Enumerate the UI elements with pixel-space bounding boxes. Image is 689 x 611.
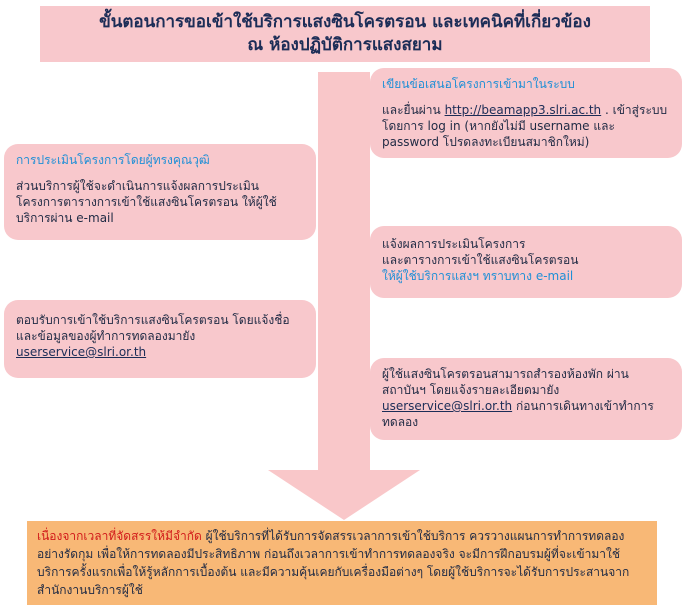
step-text: และยื่นผ่าน — [382, 103, 441, 117]
userservice-email-link[interactable]: userservice@slri.or.th — [382, 399, 513, 413]
step-notify-result — [370, 226, 682, 298]
step-expert-review — [4, 144, 316, 240]
beamapp-link[interactable]: http://beamapp3.slri.ac.th — [444, 103, 602, 117]
step-submit-proposal — [370, 68, 682, 158]
step-text: . เข้าสู่ระบบ โดยการ log in (หากยังไม่มี username และ password โปรดลงทะเบียนสมาชิกใหม่) — [382, 103, 668, 149]
title-line-2: ณ ห้องปฏิบัติการแสงสยาม — [247, 35, 443, 55]
step-heading: เขียนข้อเสนอโครงการเข้ามาในระบบ — [382, 77, 575, 91]
notice-highlight: เนื่องจากเวลาที่จัดสรรให้มีจำกัด — [37, 529, 202, 543]
step-text: ตอบรับการเข้าใช้บริการแสงซินโครตรอน โดยแจ้งชื่อ และข้อมูลของผู้ทำการทดลองมายัง — [16, 313, 290, 343]
userservice-email-link[interactable]: userservice@slri.or.th — [16, 345, 147, 359]
step-heading: การประเมินโครงการโดยผู้ทรงคุณวุฒิ — [16, 153, 210, 167]
step-line: ให้ผู้ใช้บริการแสงฯ ทราบทาง e-mail — [382, 269, 574, 283]
step-body — [16, 312, 304, 360]
step-body — [382, 102, 670, 150]
step-text: ก่อนการเดินทางเข้าทำการทดลอง — [382, 399, 654, 429]
notice-body: ผู้ใช้บริการที่ได้รับการจัดสรรเวลาการเข้าใช้บริการ ควรวางแผนการทำการทดลองอย่างรัดกุม เพื่อให้การทดลองมีประสิทธิภาพ ก่อนถึงเวลาการเข้าทำการทดลองจริง จะมีการฝึกอบรมผู้ที่จะเข้ามาใช้บริการครั้งแรกเพื่อให้รู้หลักการเบื้องต้น และมีความคุ้นเคยกับเครื่องมือต่างๆ โดยผู้ใช้บริการจะได้รับการประสานจากสำนักงานบริการผู้ใช้ — [37, 529, 630, 597]
notice-box — [27, 521, 657, 605]
step-body: ส่วนบริการผู้ใช้จะดำเนินการแจ้งผลการประเมินโครงการตารางการเข้าใช้แสงซินโครตรอน ให้ผู้ใช้บริการผ่าน e-mail — [16, 179, 277, 225]
step-body — [382, 366, 670, 430]
title-line-1: ขั้นตอนการขอเข้าใช้บริการแสงซินโครตรอน และเทคนิคที่เกี่ยวข้อง — [99, 12, 591, 32]
step-accommodation — [370, 358, 682, 440]
step-accept-service — [4, 300, 316, 378]
step-text: ผู้ใช้แสงซินโครตรอนสามารถสำรองห้องพัก ผ่านสถาบันฯ โดยแจ้งรายละเอียดมายัง — [382, 367, 629, 397]
step-line: และตารางการเข้าใช้แสงซินโครตรอน — [382, 253, 579, 267]
step-line: แจ้งผลการประเมินโครงการ — [382, 237, 526, 251]
page-title — [40, 6, 650, 62]
